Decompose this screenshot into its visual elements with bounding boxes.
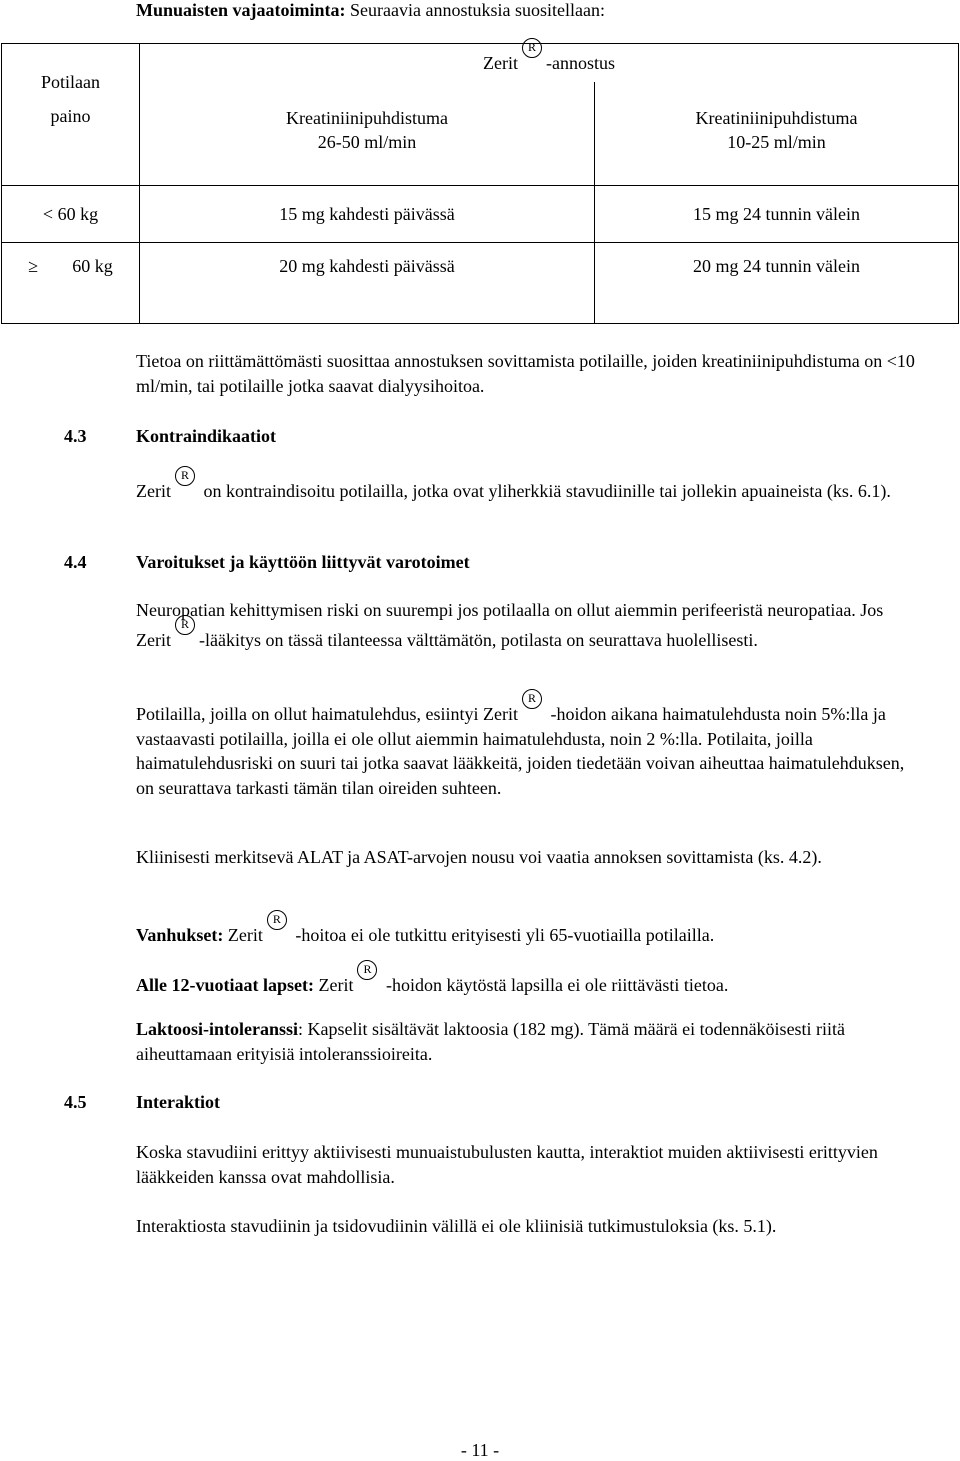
row2-weight: 60 kg (72, 256, 113, 276)
row2-weight-cell (2, 243, 140, 324)
clearance-10-25-line2: 10-25 ml/min (727, 131, 826, 152)
section-4-4-title: Varoitukset ja käyttöön liittyvät varotoimet (136, 552, 470, 572)
row1-dose-a: 15 mg kahdesti päivässä (140, 186, 595, 243)
dose-header-suffix: -annostus (545, 53, 615, 73)
section-4-3-number: 4.3 (64, 426, 87, 446)
elderly-label: Vanhukset: (136, 925, 224, 945)
section-4-5-title: Interaktiot (136, 1092, 220, 1112)
row1-weight: < 60 kg (2, 186, 140, 243)
pancreatitis-text-b: -hoidon aikana haimatulehdusta noin 5%:lla ja vastaavasti potilailla, joilla ei ole ollut aiemmin haimatulehdusta, noin 2 %:lla. Potilaita, joilla haimatulehdusriski on suuri tai jotka saavat lääkkeitä, joiden tiedetään voivan aiheuttaa haimatulehduksen, on seurattava tarkasti tämän tilan oireiden suhteen. (136, 704, 905, 798)
section-4-3-text (136, 468, 916, 504)
contraindication-text: on kontraindisoitu potilailla, jotka ovat yliherkkiä stavudiinille tai jollekin apuaineista (ks. 6.1). (198, 481, 891, 501)
pancreatitis-paragraph (136, 691, 916, 800)
lactose-label: Laktoosi-intoleranssi (136, 1019, 299, 1039)
alat-asat-paragraph: Kliinisesti merkitsevä ALAT ja ASAT-arvojen nousu voi vaatia annoksen sovittamista (ks. 4.2). (136, 847, 822, 867)
registered-icon: R (522, 689, 542, 709)
section-4-5-number: 4.5 (64, 1092, 87, 1112)
weight-header-line2: paino (50, 106, 91, 126)
lactose-paragraph (136, 1017, 916, 1066)
pancreatitis-text-a: Potilailla, joilla on ollut haimatulehdus, esiintyi Zerit (136, 704, 518, 724)
clearance-10-25-header (595, 82, 959, 186)
children-paragraph (136, 962, 916, 998)
children-label: Alle 12-vuotiaat lapset: (136, 975, 314, 995)
registered-icon: R (357, 960, 377, 980)
dose-header-cell (140, 40, 959, 82)
renal-heading (136, 0, 605, 21)
clearance-26-50-line2: 26-50 ml/min (317, 131, 417, 152)
geq-icon: ≥ (28, 256, 39, 276)
page-number: - 11 - (460, 1440, 500, 1460)
row1-dose-b: 15 mg 24 tunnin välein (595, 186, 959, 243)
registered-icon: R (175, 466, 195, 486)
neuropathy-text-b: -lääkitys on tässä tilanteessa välttämätön, potilasta on seurattava huolellisesti. (198, 629, 758, 650)
section-4-3-title: Kontraindikaatiot (136, 426, 277, 446)
clearance-26-50-header (140, 82, 595, 186)
registered-icon: R (267, 910, 287, 930)
children-text-b: -hoidon käytöstä lapsilla ei ole riittävästi tietoa. (381, 975, 729, 995)
elderly-paragraph (136, 912, 916, 948)
dosage-table (1, 40, 959, 324)
section-4-4-number: 4.4 (64, 552, 87, 572)
neuropathy-text-a: Neuropatian kehittymisen riski on suurempi jos potilaalla on ollut aiemmin perifeeristä neuropatiaa. Jos Zerit (136, 600, 884, 650)
interaction-paragraph-2: Interaktiosta stavudiinin ja tsidovudiinin välillä ei ole kliinisiä tutkimustuloksia (ks. 5.1). (136, 1216, 777, 1236)
clearance-26-50-line1: Kreatiniinipuhdistuma (286, 107, 448, 128)
row2-dose-b: 20 mg 24 tunnin välein (595, 243, 959, 324)
weight-header-line1: Potilaan (41, 72, 100, 92)
renal-heading-text: Seuraavia annostuksia suositellaan: (345, 0, 605, 20)
lactose-text: : Kapselit sisältävät laktoosia (182 mg). Tämä määrä ei todennäköisesti riitä aiheuttamaan erityisiä intoleranssioireita. (136, 1019, 846, 1064)
elderly-text-a: Zerit (223, 925, 263, 945)
zerit-text: Zerit (136, 481, 171, 501)
registered-icon: R (522, 38, 542, 58)
neuropathy-paragraph (136, 598, 916, 652)
dialysis-paragraph: Tietoa on riittämättömästi suosittaa annostuksen sovittamista potilaille, joiden kreatiniinipuhdistuma on <10 ml/min, tai potilaille jotka saavat dialyysihoitoa. (136, 351, 915, 396)
elderly-text-b: -hoitoa ei ole tutkittu erityisesti yli 65-vuotiailla potilailla. (290, 925, 715, 945)
dose-header-prefix: Zerit (483, 53, 518, 73)
children-text-a: Zerit (313, 975, 354, 995)
registered-icon: R (175, 615, 195, 635)
renal-heading-bold: Munuaisten vajaatoiminta: (136, 0, 346, 20)
interaction-paragraph-1: Koska stavudiini erittyy aktiivisesti munuaistubulusten kautta, interaktiot muiden aktiivisesti erittyvien lääkkeiden kanssa ovat mahdollisia. (136, 1142, 878, 1187)
row2-dose-a: 20 mg kahdesti päivässä (140, 243, 595, 324)
clearance-10-25-line1: Kreatiniinipuhdistuma (695, 107, 858, 128)
weight-header-cell (2, 44, 140, 186)
